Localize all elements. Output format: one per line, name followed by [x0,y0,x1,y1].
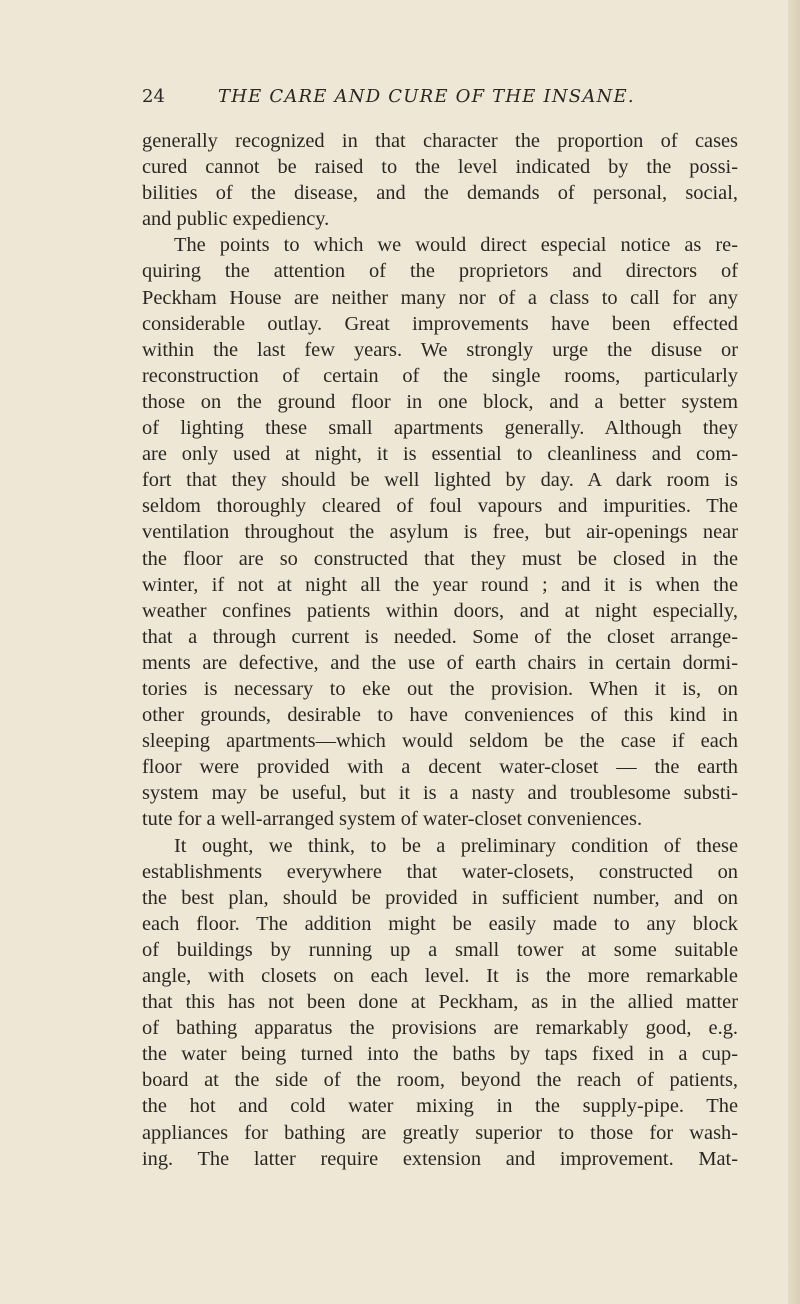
text-line: the floor are so constructed that they must be closed in the [142,547,738,570]
text-line: within the last few years. We strongly urge the disuse or [142,338,738,361]
body-text [142,128,738,1172]
text-line: tute for a well-arranged system of water-closet conveniences. [142,808,643,831]
text-line: the best plan, should be provided in sufficient number, and on [142,886,738,909]
text-line: the hot and cold water mixing in the supply-pipe. The [142,1095,738,1118]
text-line: ing. The latter require extension and improvement. Mat- [142,1147,738,1170]
text-line: other grounds, desirable to have conveniences of this kind in [142,704,738,727]
text-line: each floor. The addition might be easily made to any block [142,912,738,935]
text-line: of buildings by running up a small tower at some suitable [142,938,738,961]
text-line: It ought, we think, to be a preliminary condition of these [174,834,738,857]
text-line: those on the ground floor in one block, and a better system [142,390,738,413]
text-line: ments are defective, and the use of earth chairs in certain dormi- [142,651,738,674]
text-line: Peckham House are neither many nor of a class to call for any [142,286,738,309]
text-line: of lighting these small apartments generally. Although they [142,417,738,440]
text-line: board at the side of the room, beyond the reach of patients, [142,1069,738,1092]
text-line: and public expediency. [142,208,330,231]
page-header [142,84,662,114]
text-line: weather confines patients within doors, and at night especially, [142,599,738,622]
text-line: that a through current is needed. Some of the closet arrange- [142,625,738,648]
text-line: of bathing apparatus the provisions are remarkably good, e.g. [142,1017,738,1040]
text-line: quiring the attention of the proprietors and directors of [142,260,738,283]
text-line: bilities of the disease, and the demands of personal, social, [142,182,738,205]
text-line: system may be useful, but it is a nasty and troublesome substi- [142,782,738,805]
text-line: angle, with closets on each level. It is the more remarkable [142,965,738,987]
text-line: reconstruction of certain of the single rooms, particularly [142,364,738,387]
text-line: ventilation throughout the asylum is free, but air-openings near [142,521,738,544]
text-line: are only used at night, it is essential to cleanliness and com- [142,443,738,466]
text-line: the water being turned into the baths by taps fixed in a cup- [142,1043,738,1066]
text-line: generally recognized in that character the proportion of cases [142,130,738,152]
text-line: seldom thoroughly cleared of foul vapours and impurities. The [142,495,738,518]
text-line: fort that they should be well lighted by day. A dark room is [142,469,738,492]
running-title: THE CARE AND CURE OF THE INSANE. [218,86,635,107]
text-line: The points to which we would direct especial notice as re- [174,234,738,257]
text-line: winter, if not at night all the year round ; and it is when the [142,573,738,596]
text-line: appliances for bathing are greatly superior to those for wash- [142,1121,738,1144]
text-line: cured cannot be raised to the level indicated by the possi- [142,156,738,179]
text-line: floor were provided with a decent water-closet — the earth [142,756,738,779]
page-number: 24 [142,86,165,107]
text-line: that this has not been done at Peckham, as in the allied matter [142,991,738,1014]
page-edge [788,0,800,1304]
text-line: considerable outlay. Great improvements have been effected [142,312,738,335]
text-line: sleeping apartments—which would seldom be the case if each [142,730,738,753]
text-line: establishments everywhere that water-closets, constructed on [142,860,738,883]
text-line: tories is necessary to eke out the provision. When it is, on [142,677,738,700]
